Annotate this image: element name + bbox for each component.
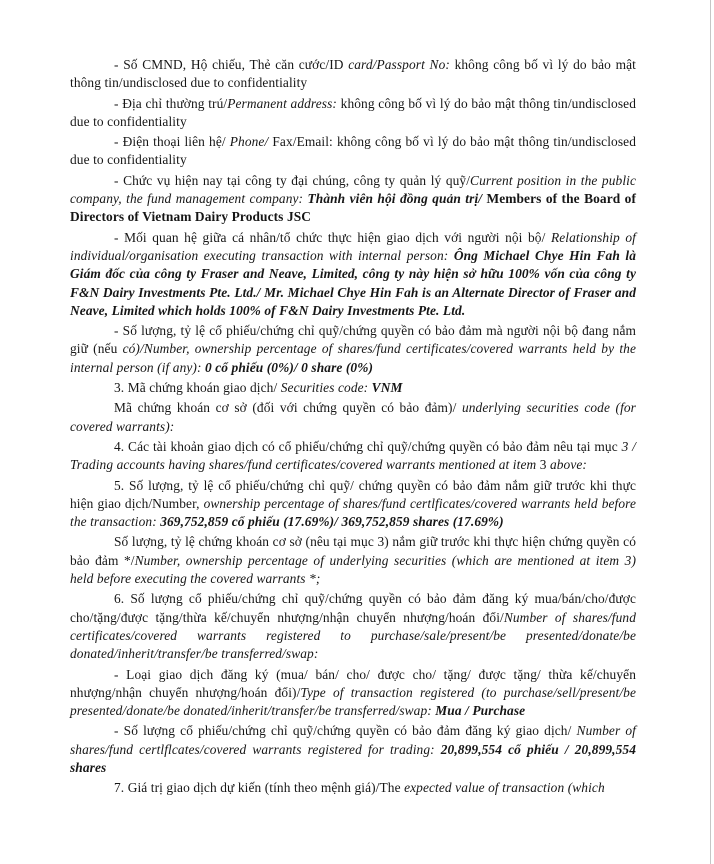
text-run: có)/Number, ownership percentage of shares/fund certificates/covered warrants held by the internal person (if any): [70,341,637,375]
paragraph-14 [70,722,636,777]
text-run: Number, ownership percentage of underlying securities (which are mentioned at item 3) held before executing the covered warrants *; [70,552,637,587]
paragraph-8 [70,399,636,436]
text-run: - Loại giao dịch đăng ký (mua/ bán/ cho/ được cho/ tặng/ được tặng/ thừa kế/chuyển nhượng/nhận chuyển nhượng/hoán đổi)/ [70,666,636,700]
text-run: Type of transaction registered (to purchase/sell/present/be presented/donate/be donated/inherit/transfer/be transferred/swap: [70,684,637,719]
text-run: Mua / Purchase [435,703,526,719]
text-run: 7. Giá trị giao dịch dự kiến (tính theo mệnh giá)/The [114,780,405,796]
paragraph-15 [70,779,636,797]
text-run: card/Passport No: [348,57,450,72]
document-body [70,56,636,800]
text-run: - Chức vụ hiện nay tại công ty đại chúng, công ty quản lý quỹ/ [114,172,471,188]
text-run: Thành viên hội đồng quản trị/ [307,191,483,207]
text-run: không công bố vì lý do bảo mật thông tin/undisclosed due to confidentiality [70,95,636,129]
text-run: - Địa chỉ thường trú/ [114,95,228,111]
paragraph-4 [70,172,636,227]
text-run: underlying securities code (for covered warrants): [70,400,636,434]
paragraph-5 [70,229,636,320]
text-run: 3 [539,457,547,473]
text-run: - Số CMND, Hộ chiếu, Thẻ căn cước/ID [114,57,349,72]
text-run: VNM [371,380,403,396]
paragraph-7 [70,379,636,397]
page-edge-line [710,0,711,864]
text-run: 5. Số lượng, tỷ lệ cổ phiếu/chứng chỉ quỹ/ chứng quyền có bảo đảm nắm giữ trước khi thực hiện giao dịch/Number, [70,477,636,511]
paragraph-12 [70,590,636,663]
text-run: không công bố vì lý do bảo mật thông tin/undisclosed due to confidentiality [70,57,636,91]
text-run: Ông Michael Chye Hin Fah là Giám đốc của công ty Fraser and Neave, Limited, công ty này hiện sở hữu 100% vốn của công ty F&N Dairy Investments Pte. Ltd./ Mr. Michael Chye Hin Fah is an Alternate Director of Fraser and Neave, Limited which holds 100% of F&N Dairy Investments Pte. Ltd. [70,247,636,318]
text-run: - Số lượng, tỷ lệ cổ phiếu/chứng chỉ quỹ/chứng quyền có bảo đảm mà người nội bộ đang nắm giữ (nếu [70,323,636,357]
text-run: 4. Các tài khoản giao dịch có cổ phiếu/chứng chỉ quỹ/chứng quyền có bảo đảm nêu tại mục [114,438,622,454]
paragraph-10 [70,477,636,532]
text-run: 6. Số lượng cổ phiếu/chứng chỉ quỹ/chứng quyền có bảo đảm đăng ký mua/bán/cho/được cho/tặng/được tặng/thừa kế/chuyển nhượng/nhận chuyển nhượng/hoán đổi/ [70,591,636,625]
paragraph-2 [70,95,636,132]
text-run: Number of shares/fund certificates/covered warrants registered to purchase/sale/present/be presented/donate/be donated/inherit/transfer/be transferred/swap: [70,609,636,662]
text-run: 3 / Trading accounts having shares/fund certificates/covered warrants mentioned at item [70,438,636,473]
paragraph-9 [70,438,636,475]
paragraph-11 [70,533,636,588]
text-run: 20,899,554 cổ phiếu / 20,899,554 shares [70,741,637,775]
text-run: expected value of transaction (which [404,780,605,796]
text-run: Phone/ [229,134,269,150]
text-run: ownership percentage of shares/fund certlficates/covered warrants held before the transaction: [70,495,637,530]
paragraph-13 [70,666,636,721]
text-run: Securities code: [280,380,372,396]
paragraph-6 [70,322,636,377]
text-run: Members of the Board of Directors of Vietnam Dairy Products JSC [70,191,637,225]
text-run: Số lượng, tỷ lệ chứng khoán cơ sở (nêu tại mục 3) nắm giữ trước khi thực hiện chứng quyền có bảo đảm */ [70,534,636,568]
text-run: 369,752,859 cổ phiếu (17.69%)/ 369,752,859 shares (17.69%) [160,514,504,530]
text-run: Current position in the public company, the fund management company: [70,172,636,207]
text-run: Number of shares/fund certlflcates/covered warrants registered for trading: [70,723,636,757]
text-run: above: [546,457,587,473]
text-run: - Mối quan hệ giữa cá nhân/tổ chức thực hiện giao dịch với người nội bộ/ [114,229,551,245]
text-run: 0 cổ phiếu (0%)/ 0 share (0%) [205,359,374,375]
paragraph-3 [70,133,636,170]
paragraph-1 [70,56,636,93]
text-run: Mã chứng khoán cơ sở (đối với chứng quyền có bảo đảm)/ [114,400,462,416]
text-run: - Điện thoại liên hệ/ [114,134,230,150]
text-run: - Số lượng cổ phiếu/chứng chỉ quỹ/chứng quyền có bảo đảm đăng ký giao dịch/ [114,723,577,739]
text-run: Permanent address: [227,95,337,111]
text-run: 3. Mã chứng khoán giao dịch/ [114,380,281,396]
text-run: Relationship of individual/organisation executing transaction with internal person: [70,229,636,263]
text-run: Fax/Email: không công bố vì lý do bảo mật thông tin/undisclosed due to confidentiality [70,134,636,168]
